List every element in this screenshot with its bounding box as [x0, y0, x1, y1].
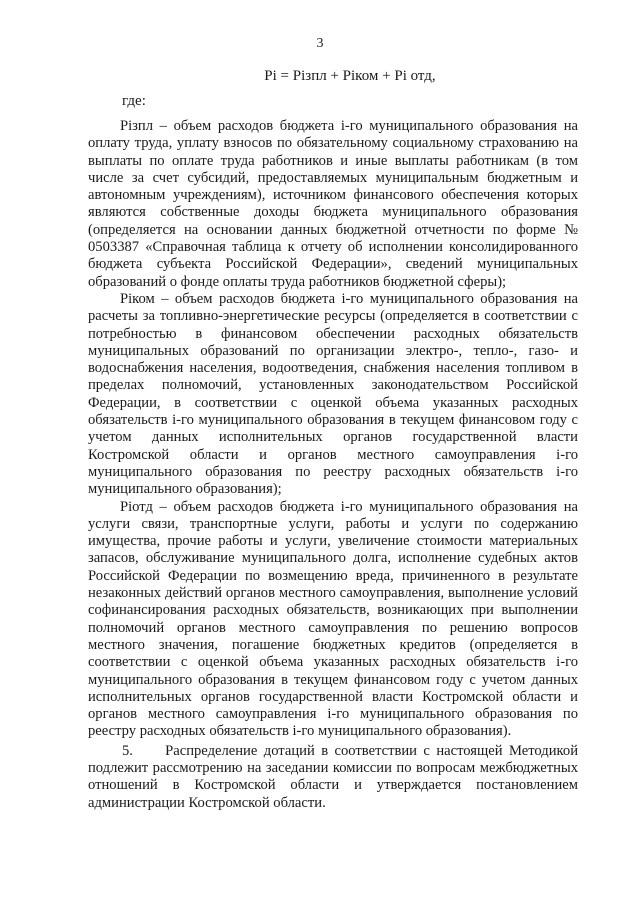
paragraph-pikom: Pіком – объем расходов бюджета і-го муниципального образования на расчеты за топливно-энергетические ресурсы (определяется в соответствии с потребностью в финансовом обеспечении расходных обязательств муниципальных образований по организации электро-, тепло-, газо- и водоснабжения населения, водоотведения, снабжения населения топливом в пределах полномочий, установленных законодательством Российской Федерации, в соответствии с оценкой объема указанных расходных обязательств і-го муниципального образования в текущем финансовом году с учетом данных исполнительных органов государственной власти Костромской области и органов местного самоуправления і-го муниципального образования по реестру расходных обязательств і-го муниципального образования);: [88, 290, 578, 498]
where-label: где:: [122, 93, 146, 109]
paragraph-piotd: Pіотд – объем расходов бюджета і-го муниципального образования на услуги связи, транспортные услуги, работы и услуги по содержанию имущества, прочие работы и услуги, увеличение стоимости материальных запасов, обслуживание муниципального долга, исполнение судебных актов Российской Федерации по возмещению вреда, причиненного в результате незаконных действий органов местного самоуправления, выполнение условий софинансирования расходных обязательств, возникающих при выполнении полномочий органов местного самоуправления по решению вопросов местного значения, погашение бюджетных кредитов (определяется в соответствии с оценкой объема указанных расходных обязательств і-го муниципального образования в текущем финансовом году с учетом данных исполнительных органов государственной власти Костромской области и органов местного самоуправления і-го муниципального образования по реестру расходных обязательств і-го муниципального образования).: [88, 498, 578, 740]
formula: Pi = Pізпл + Pіком + Pi отд,: [264, 68, 436, 84]
page-number: 3: [316, 36, 324, 51]
paragraph-item-5: 5. Распределение дотаций в соответствии с настоящей Методикой подлежит рассмотрению на заседании комиссии по вопросам межбюджетных отношений в Костромской области и утверждается постановлением администрации Костромской области.: [88, 742, 578, 811]
paragraph-pizpl: Pізпл – объем расходов бюджета і-го муниципального образования на оплату труда, уплату взносов по обязательному социальному страхованию на выплаты по оплате труда работников и иные выплаты работникам (в том числе за счет субсидий, предоставляемых муниципальным бюджетным и автономным учреждениям), источником финансового обеспечения которых являются собственные доходы бюджета муниципального образования (определяется на основании данных бюджетной отчетности по форме № 0503387 «Справочная таблица к отчету об исполнении консолидированного бюджета субъекта Российской Федерации», сведений муниципальных образований о фонде оплаты труда работников бюджетной сферы);: [88, 118, 578, 290]
document-body: [88, 118, 578, 812]
